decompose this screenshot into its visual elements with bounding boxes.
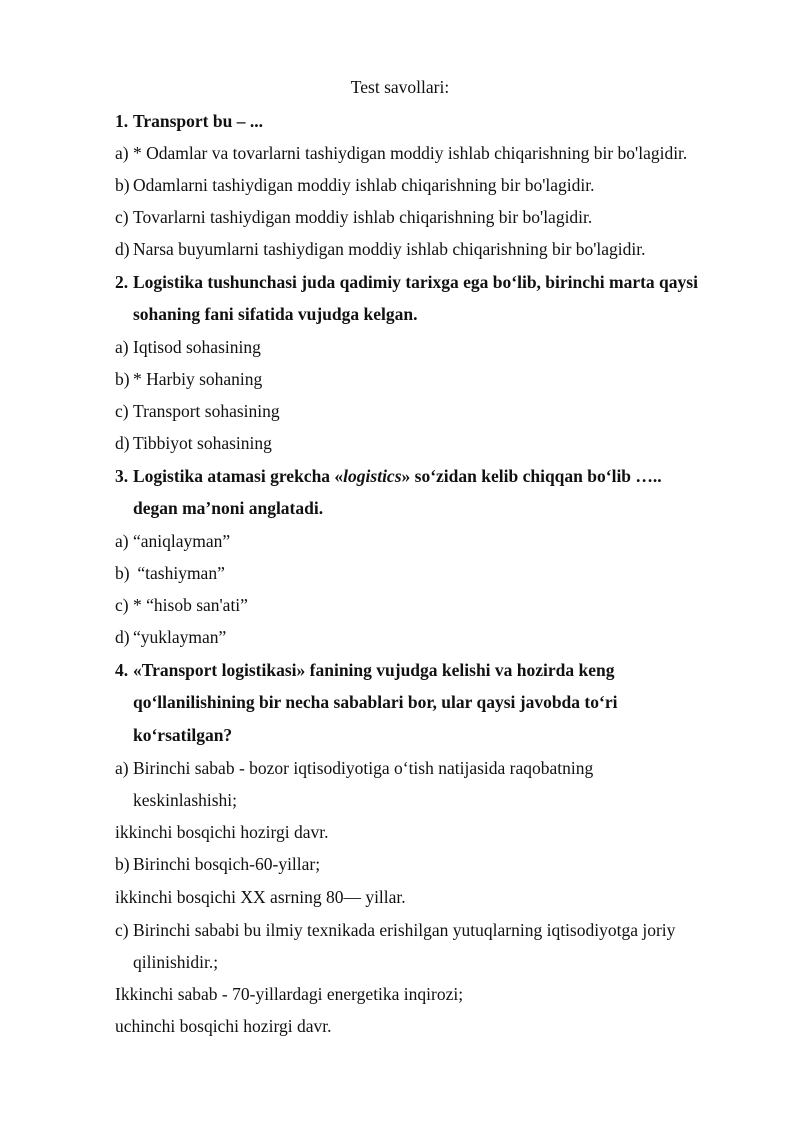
option-label: a): [115, 337, 129, 357]
question-text-part1: Logistika atamasi grekcha «: [133, 466, 344, 486]
option-text: “yuklayman”: [133, 627, 227, 647]
option-label: d): [115, 433, 130, 453]
question-number: 1.: [115, 111, 129, 131]
question-number: 3.: [115, 466, 129, 486]
option-label: b): [115, 854, 130, 874]
question-text-part2: » so‘zidan kelib chiqqan bo‘lib …..: [401, 466, 662, 486]
option-text-line1: Birinchi bosqich-60-yillar;: [133, 854, 321, 874]
question-number: 2.: [115, 272, 129, 292]
option-text: * “hisob san'ati”: [133, 595, 248, 615]
question-text-line2: degan ma’noni anglatadi.: [133, 498, 324, 518]
option-text: Iqtisod sohasining: [133, 337, 261, 357]
option-text: * Odamlar va tovarlarni tashiydigan moddiy ishlab chiqarishning bir bo'lagidir.: [133, 143, 688, 163]
option-text: Narsa buyumlarni tashiydigan moddiy ishlab chiqarishning bir bo'lagidir.: [133, 239, 646, 259]
page-title: Test savollari:: [350, 77, 450, 97]
question-number: 4.: [115, 660, 129, 680]
question-text-line1: Logistika tushunchasi juda qadimiy tarixga ega bo‘lib, birinchi marta qaysi: [133, 272, 698, 292]
option-label: b): [115, 369, 130, 389]
option-text-line4: uchinchi bosqichi hozirgi davr.: [115, 1016, 332, 1036]
option-text: “aniqlayman”: [133, 531, 231, 551]
option-label: a): [115, 531, 129, 551]
option-text-line3: Ikkinchi sabab - 70-yillardagi energetika inqirozi;: [115, 984, 464, 1004]
question-text-italic: logistics: [343, 466, 402, 486]
option-text: Transport sohasining: [133, 401, 280, 421]
question-text-line1: «Transport logistikasi» fanining vujudga kelishi va hozirda keng: [133, 660, 615, 680]
option-text: Odamlarni tashiydigan moddiy ishlab chiqarishning bir bo'lagidir.: [133, 175, 595, 195]
option-label: a): [115, 143, 129, 163]
option-label: a): [115, 758, 129, 778]
option-text-line1: Birinchi sababi bu ilmiy texnikada erishilgan yutuqlarning iqtisodiyotga joriy: [133, 920, 676, 940]
question-text-line2: qo‘llanilishining bir necha sabablari bor, ular qaysi javobda to‘ri: [133, 692, 618, 712]
option-label: c): [115, 207, 129, 227]
option-text: * Harbiy sohaning: [133, 369, 263, 389]
option-label: c): [115, 920, 129, 940]
option-label: d): [115, 239, 130, 259]
option-label: c): [115, 401, 129, 421]
option-text: “tashiyman”: [133, 563, 225, 583]
option-label: c): [115, 595, 129, 615]
option-label: b): [115, 175, 130, 195]
option-text-line2: qilinishidir.;: [133, 952, 219, 972]
option-text-line1: Birinchi sabab - bozor iqtisodiyotiga o‘tish natijasida raqobatning: [133, 758, 594, 778]
option-text-line2: keskinlashishi;: [133, 790, 238, 810]
option-text: Tovarlarni tashiydigan moddiy ishlab chiqarishning bir bo'lagidir.: [133, 207, 593, 227]
option-text: Tibbiyot sohasining: [133, 433, 272, 453]
option-label: d): [115, 627, 130, 647]
question-text-line3: ko‘rsatilgan?: [133, 725, 233, 745]
question-text-line1: [133, 465, 662, 487]
question-text: Transport bu – ...: [133, 111, 263, 131]
option-label: b): [115, 563, 130, 583]
question-text-line2: sohaning fani sifatida vujudga kelgan.: [133, 304, 418, 324]
option-text-line2: ikkinchi bosqichi XX asrning 80— yillar.: [115, 887, 406, 907]
option-text-line3: ikkinchi bosqichi hozirgi davr.: [115, 822, 329, 842]
